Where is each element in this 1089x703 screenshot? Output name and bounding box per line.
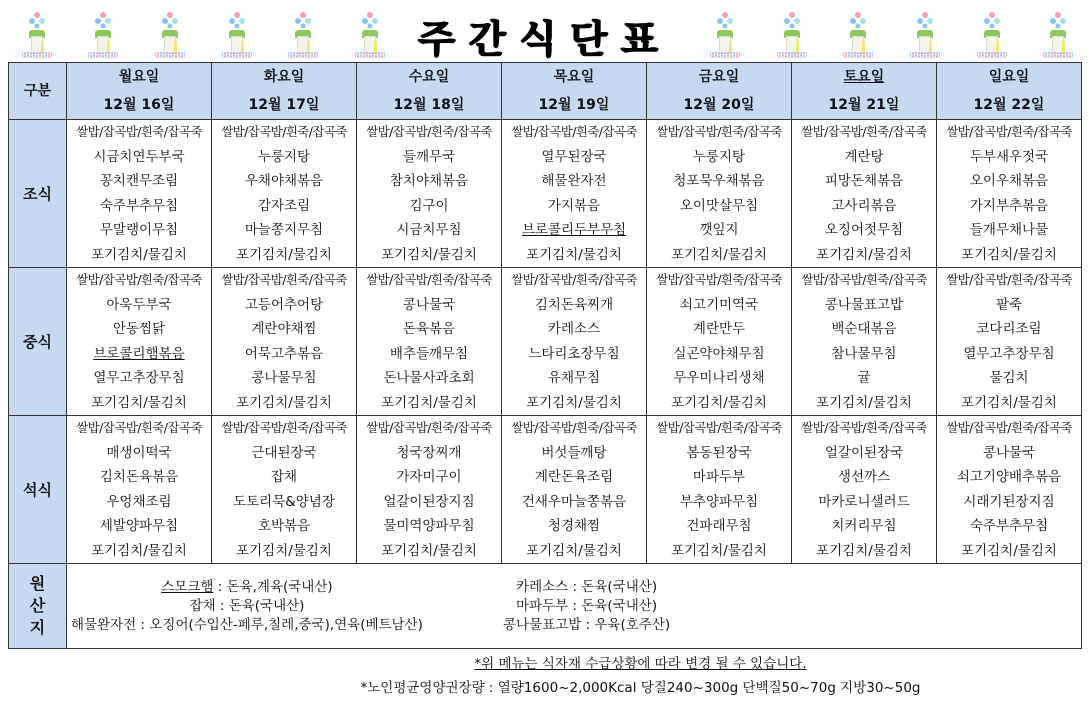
menu-item: 포기김치/물김치 [236,394,332,411]
menu-item: 고등어추어탕 [244,296,324,313]
staple-item: 쌀밥/잡곡밥/흰죽/잡곡죽 [511,420,637,435]
menu-item: 시래기된장지짐 [963,493,1055,510]
menu-item: 유채무침 [547,370,601,386]
menu-item: 포기김치/물김치 [381,394,477,411]
staple-item: 쌀밥/잡곡밥/흰죽/잡곡죽 [366,124,492,139]
origin-line: 스모크햄 : 돈육,계육(국내산) [161,579,333,595]
menu-item: 포기김치/물김치 [961,394,1057,411]
menu-item: 피망돈채볶음 [824,173,904,189]
staple-item: 쌀밥/잡곡밥/흰죽/잡곡죽 [76,272,202,287]
origin-line: 카레소스 : 돈육(국내산) [516,579,658,595]
menu-cell [792,268,937,416]
menu-item: 어묵고추볶음 [244,345,324,362]
menu-item: 마늘쫑지무침 [244,222,324,238]
menu-item: 참치야채볶음 [389,173,469,189]
menu-item: 포기김치/물김치 [526,394,622,411]
flower-pot-icon [777,10,807,58]
menu-item: 계란만두 [692,321,746,337]
menu-item: 포기김치/물김치 [91,246,187,263]
menu-item: 팥죽 [995,296,1023,313]
origin-row [9,564,1082,649]
menu-item: 마파두부 [692,469,746,485]
menu-item: 가지부추볶음 [969,197,1049,214]
flower-pot-icon [710,10,740,58]
menu-item: 숙주부추무침 [99,197,179,214]
origin-info [67,564,1082,649]
menu-item: 포기김치/물김치 [816,246,912,263]
menu-item: 쇠고기양배추볶음 [956,469,1062,485]
menu-item: 얼갈이된장국 [824,444,904,461]
menu-item: 세발양파무침 [99,518,179,534]
meal-label: 조식 [9,120,67,268]
menu-item: 치커리무침 [831,518,897,534]
menu-item: 오징어젓무침 [824,222,904,238]
menu-item: 아욱두부국 [106,296,172,313]
change-notice: *위 메뉴는 식자재 수급상황에 따라 변경 될 수 있습니다. [474,656,807,672]
menu-item: 김치돈육찌개 [534,296,614,313]
menu-cell [212,268,357,416]
menu-item: 누룽지탕 [692,148,746,165]
flower-pot-icon [1043,10,1073,58]
menu-cell [502,268,647,416]
menu-item: 호박볶음 [257,518,311,534]
menu-item: 쇠고기미역국 [679,296,759,313]
menu-item: 김치돈육볶음 [99,469,179,485]
weekday-label: 월요일 [118,69,160,85]
menu-item: 근대된장국 [251,444,317,461]
menu-item: 건새우마늘쫑볶음 [521,493,627,510]
staple-item: 쌀밥/잡곡밥/흰죽/잡곡죽 [656,124,782,139]
menu-cell [212,120,357,268]
menu-cell [937,120,1082,268]
menu-item: 계란돈육조림 [534,469,614,485]
flower-pot-icon [22,10,52,58]
menu-item: 콩나물국 [982,444,1036,461]
menu-item: 가지볶음 [547,197,601,214]
menu-item: 포기김치/물김치 [816,542,912,559]
menu-item: 포기김치/물김치 [816,394,912,411]
staple-item: 쌀밥/잡곡밥/흰죽/잡곡죽 [946,124,1072,139]
day-header [792,63,937,120]
menu-cell [67,416,212,564]
menu-cell [212,416,357,564]
menu-item: 돈육볶음 [402,321,456,337]
menu-item: 오이맛살무침 [679,197,759,214]
menu-item: 배추들깨무침 [389,345,469,362]
menu-item: 포기김치/물김치 [526,246,622,263]
menu-item: 백순대볶음 [831,321,897,337]
menu-item: 시금치무침 [396,222,462,238]
menu-item: 참나물무침 [831,345,897,362]
date-label: 12월 20일 [683,97,755,113]
menu-item: 물김치 [989,370,1029,386]
staple-item: 쌀밥/잡곡밥/흰죽/잡곡죽 [656,272,782,287]
menu-item: 포기김치/물김치 [236,542,332,559]
menu-item: 콩나물표고밥 [824,296,904,313]
menu-cell [792,120,937,268]
menu-cell [67,268,212,416]
menu-cell [357,416,502,564]
menu-item: 무우미나리생채 [673,370,765,386]
menu-item: 오이우채볶음 [969,173,1049,189]
meal-row [9,120,1082,268]
flower-pot-icon [222,10,252,58]
menu-item: 우엉채조림 [106,493,172,510]
menu-item: 마카로니샐러드 [818,493,910,510]
menu-cell [937,416,1082,564]
nutrition-note: *노인평균영양권장량 : 열량1600~2,000Kcal 당질240~300g 단백질50~70g 지방30~50g [360,680,921,696]
menu-item: 콩나물무침 [251,370,317,386]
menu-cell [357,120,502,268]
menu-item: 김구이 [409,197,449,214]
weekday-label: 수요일 [408,69,450,85]
day-header [357,63,502,120]
menu-cell [937,268,1082,416]
menu-item: 매생이떡국 [106,444,172,461]
origin-line: 해물완자전 : 오징어(수입산-페루,칠레,중국),연육(베트남산) [71,617,423,633]
menu-item: 실곤약야채무침 [673,345,765,362]
menu-item: 도토리묵&양념장 [233,493,335,510]
date-label: 12월 17일 [248,97,320,113]
flower-pot-icon [355,10,385,58]
flower-pot-icon [977,10,1007,58]
staple-item: 쌀밥/잡곡밥/흰죽/잡곡죽 [511,124,637,139]
date-label: 12월 16일 [103,97,175,113]
menu-item: 느타리초장무침 [528,345,620,362]
day-header [212,63,357,120]
menu-item: 포기김치/물김치 [381,246,477,263]
menu-item: 포기김치/물김치 [671,542,767,559]
meal-row [9,268,1082,416]
menu-item: 열무고추장무침 [93,370,185,386]
flower-pot-icon [843,10,873,58]
origin-column-right [503,578,670,635]
staple-item: 쌀밥/잡곡밥/흰죽/잡곡죽 [366,420,492,435]
menu-item: 건파래무침 [686,518,752,534]
menu-item: 시금치연두부국 [93,148,185,165]
meal-label: 석식 [9,416,67,564]
origin-line: 마파두부 : 돈육(국내산) [516,598,658,614]
day-header [502,63,647,120]
menu-cell [67,120,212,268]
menu-item: 가자미구이 [396,469,462,485]
menu-cell [502,416,647,564]
category-header: 구분 [9,63,67,120]
menu-item: 귤 [857,370,871,386]
flower-pot-icon [910,10,940,58]
flower-pot-icon [288,10,318,58]
menu-item: 물미역양파무침 [383,518,475,534]
header-row [9,63,1082,120]
menu-item: 청국장찌개 [396,444,462,461]
date-label: 12월 18일 [393,97,465,113]
menu-item: 포기김치/물김치 [526,542,622,559]
meal-label: 중식 [9,268,67,416]
staple-item: 쌀밥/잡곡밥/흰죽/잡곡죽 [946,420,1072,435]
menu-item: 포기김치/물김치 [91,542,187,559]
menu-item: 포기김치/물김치 [91,394,187,411]
menu-item: 얼갈이된장지짐 [383,493,475,510]
title-banner [0,0,1089,62]
menu-item: 계란야채찜 [251,321,317,337]
menu-item: 생선까스 [837,469,891,485]
staple-item: 쌀밥/잡곡밥/흰죽/잡곡죽 [366,272,492,287]
origin-line: 콩나물표고밥 : 우육(호주산) [503,617,671,633]
menu-item: 꽁치캔무조림 [99,173,179,189]
menu-item: 포기김치/물김치 [671,394,767,411]
weekday-label: 목요일 [553,69,595,85]
menu-item: 계란탕 [844,148,884,165]
origin-column-left [71,578,423,635]
menu-item: 포기김치/물김치 [961,542,1057,559]
staple-item: 쌀밥/잡곡밥/흰죽/잡곡죽 [221,124,347,139]
weekday-label: 금요일 [698,69,740,85]
day-header [647,63,792,120]
menu-item: 버섯들깨탕 [541,444,607,461]
menu-item: 들깨무국 [402,148,456,165]
menu-item: 포기김치/물김치 [671,246,767,263]
flower-pot-icon [88,10,118,58]
menu-item: 포기김치/물김치 [381,542,477,559]
staple-item: 쌀밥/잡곡밥/흰죽/잡곡죽 [221,420,347,435]
date-label: 12월 19일 [538,97,610,113]
menu-item: 들개무채나물 [969,222,1049,238]
menu-item: 안동찜닭 [112,321,166,337]
staple-item: 쌀밥/잡곡밥/흰죽/잡곡죽 [801,272,927,287]
menu-item: 누룽지탕 [257,148,311,165]
staple-item: 쌀밥/잡곡밥/흰죽/잡곡죽 [801,124,927,139]
staple-item: 쌀밥/잡곡밥/흰죽/잡곡죽 [946,272,1072,287]
menu-item: 무말랭이무침 [99,222,179,238]
menu-cell [502,120,647,268]
day-header [937,63,1082,120]
date-label: 12월 21일 [828,97,900,113]
menu-item: 열무고추장무침 [963,345,1055,362]
menu-item: 코다리조림 [976,321,1042,337]
menu-item: 부추양파무침 [679,493,759,510]
menu-item: 감자조림 [257,197,311,214]
origin-line: 잡채 : 돈육(국내산) [189,598,305,614]
menu-item: 숙주부추무침 [969,518,1049,534]
date-label: 12월 22일 [973,97,1045,113]
menu-item: 브로콜리두부무침 [521,222,627,238]
weekday-label: 일요일 [988,69,1030,85]
staple-item: 쌀밥/잡곡밥/흰죽/잡곡죽 [221,272,347,287]
weekly-menu-table [8,62,1082,649]
origin-label: 원 산 지 [9,564,67,649]
staple-item: 쌀밥/잡곡밥/흰죽/잡곡죽 [76,124,202,139]
staple-item: 쌀밥/잡곡밥/흰죽/잡곡죽 [656,420,782,435]
menu-item: 카레소스 [547,321,601,337]
menu-cell [647,268,792,416]
menu-item: 청경채찜 [547,518,601,534]
weekday-label: 토요일 [843,69,885,85]
menu-item: 두부새우젓국 [969,148,1049,165]
day-header [67,63,212,120]
flower-pot-icon [155,10,185,58]
staple-item: 쌀밥/잡곡밥/흰죽/잡곡죽 [511,272,637,287]
menu-item: 열무된장국 [541,148,607,165]
menu-item: 해물완자전 [541,173,607,189]
menu-item: 잡채 [270,469,298,485]
menu-item: 깻잎지 [699,222,739,238]
staple-item: 쌀밥/잡곡밥/흰죽/잡곡죽 [76,420,202,435]
meal-row [9,416,1082,564]
staple-item: 쌀밥/잡곡밥/흰죽/잡곡죽 [801,420,927,435]
menu-item: 봄동된장국 [686,444,752,461]
menu-cell [357,268,502,416]
menu-cell [647,120,792,268]
menu-item: 고사리볶음 [831,197,897,214]
menu-cell [792,416,937,564]
menu-item: 청포묵우채볶음 [673,173,765,189]
weekday-label: 화요일 [263,69,305,85]
menu-item: 우채야채볶음 [244,173,324,189]
menu-item: 포기김치/물김치 [236,246,332,263]
menu-item: 콩나물국 [402,296,456,313]
menu-cell [647,416,792,564]
page-title: 주간식단표 [418,17,672,61]
menu-item: 브로콜리햄볶음 [93,345,185,362]
menu-item: 돈나물사과초회 [383,370,475,386]
menu-item: 포기김치/물김치 [961,246,1057,263]
